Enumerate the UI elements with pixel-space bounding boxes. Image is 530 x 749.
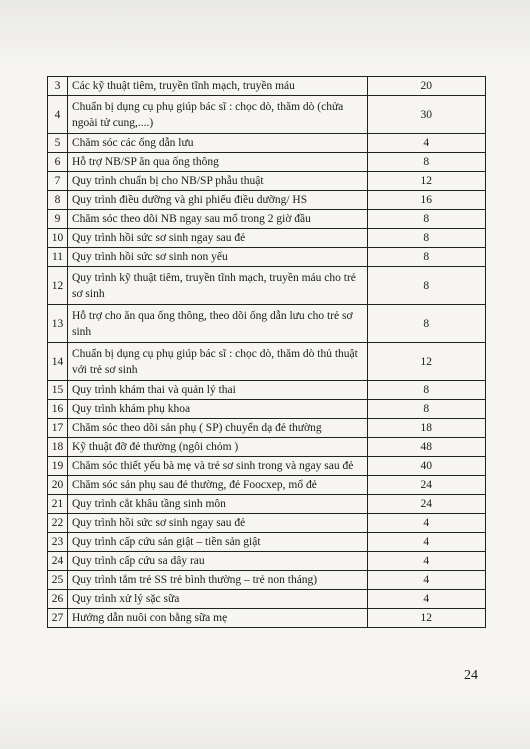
scan-shadow-bottom bbox=[0, 690, 530, 749]
row-procedure: Chăm sóc thiết yếu bà mẹ và trẻ sơ sinh trong và ngay sau đẻ bbox=[67, 457, 367, 476]
row-hours: 16 bbox=[367, 191, 485, 210]
table-row bbox=[48, 571, 486, 590]
table-row bbox=[48, 609, 486, 628]
row-number: 5 bbox=[48, 134, 68, 153]
table-row bbox=[48, 248, 486, 267]
row-procedure: Chăm sóc theo dõi sản phụ ( SP) chuyển dạ đẻ thường bbox=[67, 419, 367, 438]
row-hours: 12 bbox=[367, 343, 485, 381]
row-procedure: Hỗ trợ NB/SP ăn qua ống thông bbox=[67, 153, 367, 172]
row-number: 19 bbox=[48, 457, 68, 476]
table-row bbox=[48, 438, 486, 457]
row-number: 22 bbox=[48, 514, 68, 533]
row-procedure: Chăm sóc sản phụ sau đẻ thường, đẻ Foocxep, mổ đẻ bbox=[67, 476, 367, 495]
row-number: 20 bbox=[48, 476, 68, 495]
row-number: 13 bbox=[48, 305, 68, 343]
row-hours: 8 bbox=[367, 305, 485, 343]
row-procedure: Quy trình cấp cứu sa dây rau bbox=[67, 552, 367, 571]
row-procedure: Hướng dẫn nuôi con bằng sữa mẹ bbox=[67, 609, 367, 628]
row-number: 9 bbox=[48, 210, 68, 229]
row-hours: 8 bbox=[367, 381, 485, 400]
table-row bbox=[48, 210, 486, 229]
row-hours: 18 bbox=[367, 419, 485, 438]
row-procedure: Quy trình chuẩn bị cho NB/SP phẫu thuật bbox=[67, 172, 367, 191]
table-row bbox=[48, 96, 486, 134]
row-hours: 8 bbox=[367, 210, 485, 229]
row-number: 18 bbox=[48, 438, 68, 457]
table-row bbox=[48, 457, 486, 476]
page-number: 24 bbox=[464, 668, 478, 683]
row-hours: 8 bbox=[367, 248, 485, 267]
row-number: 15 bbox=[48, 381, 68, 400]
table-row bbox=[48, 229, 486, 248]
row-hours: 12 bbox=[367, 609, 485, 628]
row-number: 21 bbox=[48, 495, 68, 514]
row-hours: 24 bbox=[367, 476, 485, 495]
table-row bbox=[48, 191, 486, 210]
row-number: 27 bbox=[48, 609, 68, 628]
table-row bbox=[48, 495, 486, 514]
row-procedure: Quy trình hồi sức sơ sinh non yếu bbox=[67, 248, 367, 267]
row-number: 4 bbox=[48, 96, 68, 134]
row-procedure: Chăm sóc theo dõi NB ngay sau mổ trong 2 giờ đầu bbox=[67, 210, 367, 229]
table-row bbox=[48, 476, 486, 495]
table-row bbox=[48, 305, 486, 343]
row-number: 25 bbox=[48, 571, 68, 590]
table-row bbox=[48, 400, 486, 419]
row-number: 23 bbox=[48, 533, 68, 552]
training-hours-table bbox=[47, 76, 486, 628]
row-number: 17 bbox=[48, 419, 68, 438]
row-procedure: Các kỹ thuật tiêm, truyền tĩnh mạch, truyền máu bbox=[67, 77, 367, 96]
row-hours: 4 bbox=[367, 552, 485, 571]
row-hours: 24 bbox=[367, 495, 485, 514]
row-procedure: Chuẩn bị dụng cụ phụ giúp bác sĩ : chọc dò, thăm dò thủ thuật với trẻ sơ sinh bbox=[67, 343, 367, 381]
row-hours: 4 bbox=[367, 571, 485, 590]
row-number: 16 bbox=[48, 400, 68, 419]
row-procedure: Quy trình khám phụ khoa bbox=[67, 400, 367, 419]
table-row bbox=[48, 381, 486, 400]
table-row bbox=[48, 172, 486, 191]
row-procedure: Quy trình cắt khâu tầng sinh môn bbox=[67, 495, 367, 514]
table-row bbox=[48, 267, 486, 305]
row-procedure: Quy trình hồi sức sơ sinh ngay sau đẻ bbox=[67, 514, 367, 533]
row-number: 10 bbox=[48, 229, 68, 248]
row-procedure: Quy trình tắm trẻ SS trẻ bình thường – trẻ non tháng) bbox=[67, 571, 367, 590]
table-row bbox=[48, 552, 486, 571]
table-row bbox=[48, 134, 486, 153]
table-row bbox=[48, 590, 486, 609]
row-number: 11 bbox=[48, 248, 68, 267]
table-row bbox=[48, 533, 486, 552]
row-procedure: Hỗ trợ cho ăn qua ống thông, theo dõi ống dẫn lưu cho trẻ sơ sinh bbox=[67, 305, 367, 343]
row-hours: 30 bbox=[367, 96, 485, 134]
row-procedure: Quy trình kỹ thuật tiêm, truyền tĩnh mạch, truyền máu cho trẻ sơ sinh bbox=[67, 267, 367, 305]
row-hours: 4 bbox=[367, 533, 485, 552]
row-hours: 8 bbox=[367, 400, 485, 419]
row-procedure: Quy trình cấp cứu sản giật – tiền sản giật bbox=[67, 533, 367, 552]
row-hours: 40 bbox=[367, 457, 485, 476]
row-procedure: Chuẩn bị dụng cụ phụ giúp bác sĩ : chọc dò, thăm dò (chửa ngoài tử cung,....) bbox=[67, 96, 367, 134]
row-procedure: Quy trình khám thai và quản lý thai bbox=[67, 381, 367, 400]
row-number: 14 bbox=[48, 343, 68, 381]
row-hours: 20 bbox=[367, 77, 485, 96]
row-procedure: Chăm sóc các ống dẫn lưu bbox=[67, 134, 367, 153]
row-number: 26 bbox=[48, 590, 68, 609]
table-row bbox=[48, 77, 486, 96]
row-procedure: Kỹ thuật đỡ đẻ thường (ngôi chỏm ) bbox=[67, 438, 367, 457]
table-row bbox=[48, 419, 486, 438]
row-number: 24 bbox=[48, 552, 68, 571]
row-number: 7 bbox=[48, 172, 68, 191]
row-hours: 8 bbox=[367, 229, 485, 248]
row-procedure: Quy trình xử lý sặc sữa bbox=[67, 590, 367, 609]
row-number: 12 bbox=[48, 267, 68, 305]
row-hours: 48 bbox=[367, 438, 485, 457]
row-hours: 8 bbox=[367, 153, 485, 172]
row-number: 8 bbox=[48, 191, 68, 210]
table-row bbox=[48, 153, 486, 172]
row-hours: 4 bbox=[367, 134, 485, 153]
table-row bbox=[48, 514, 486, 533]
row-hours: 12 bbox=[367, 172, 485, 191]
row-hours: 8 bbox=[367, 267, 485, 305]
row-hours: 4 bbox=[367, 590, 485, 609]
table-row bbox=[48, 343, 486, 381]
scan-shadow-top bbox=[0, 0, 530, 70]
row-number: 6 bbox=[48, 153, 68, 172]
row-hours: 4 bbox=[367, 514, 485, 533]
row-procedure: Quy trình hồi sức sơ sinh ngay sau đẻ bbox=[67, 229, 367, 248]
row-procedure: Quy trình điều dưỡng và ghi phiếu điều dưỡng/ HS bbox=[67, 191, 367, 210]
row-number: 3 bbox=[48, 77, 68, 96]
